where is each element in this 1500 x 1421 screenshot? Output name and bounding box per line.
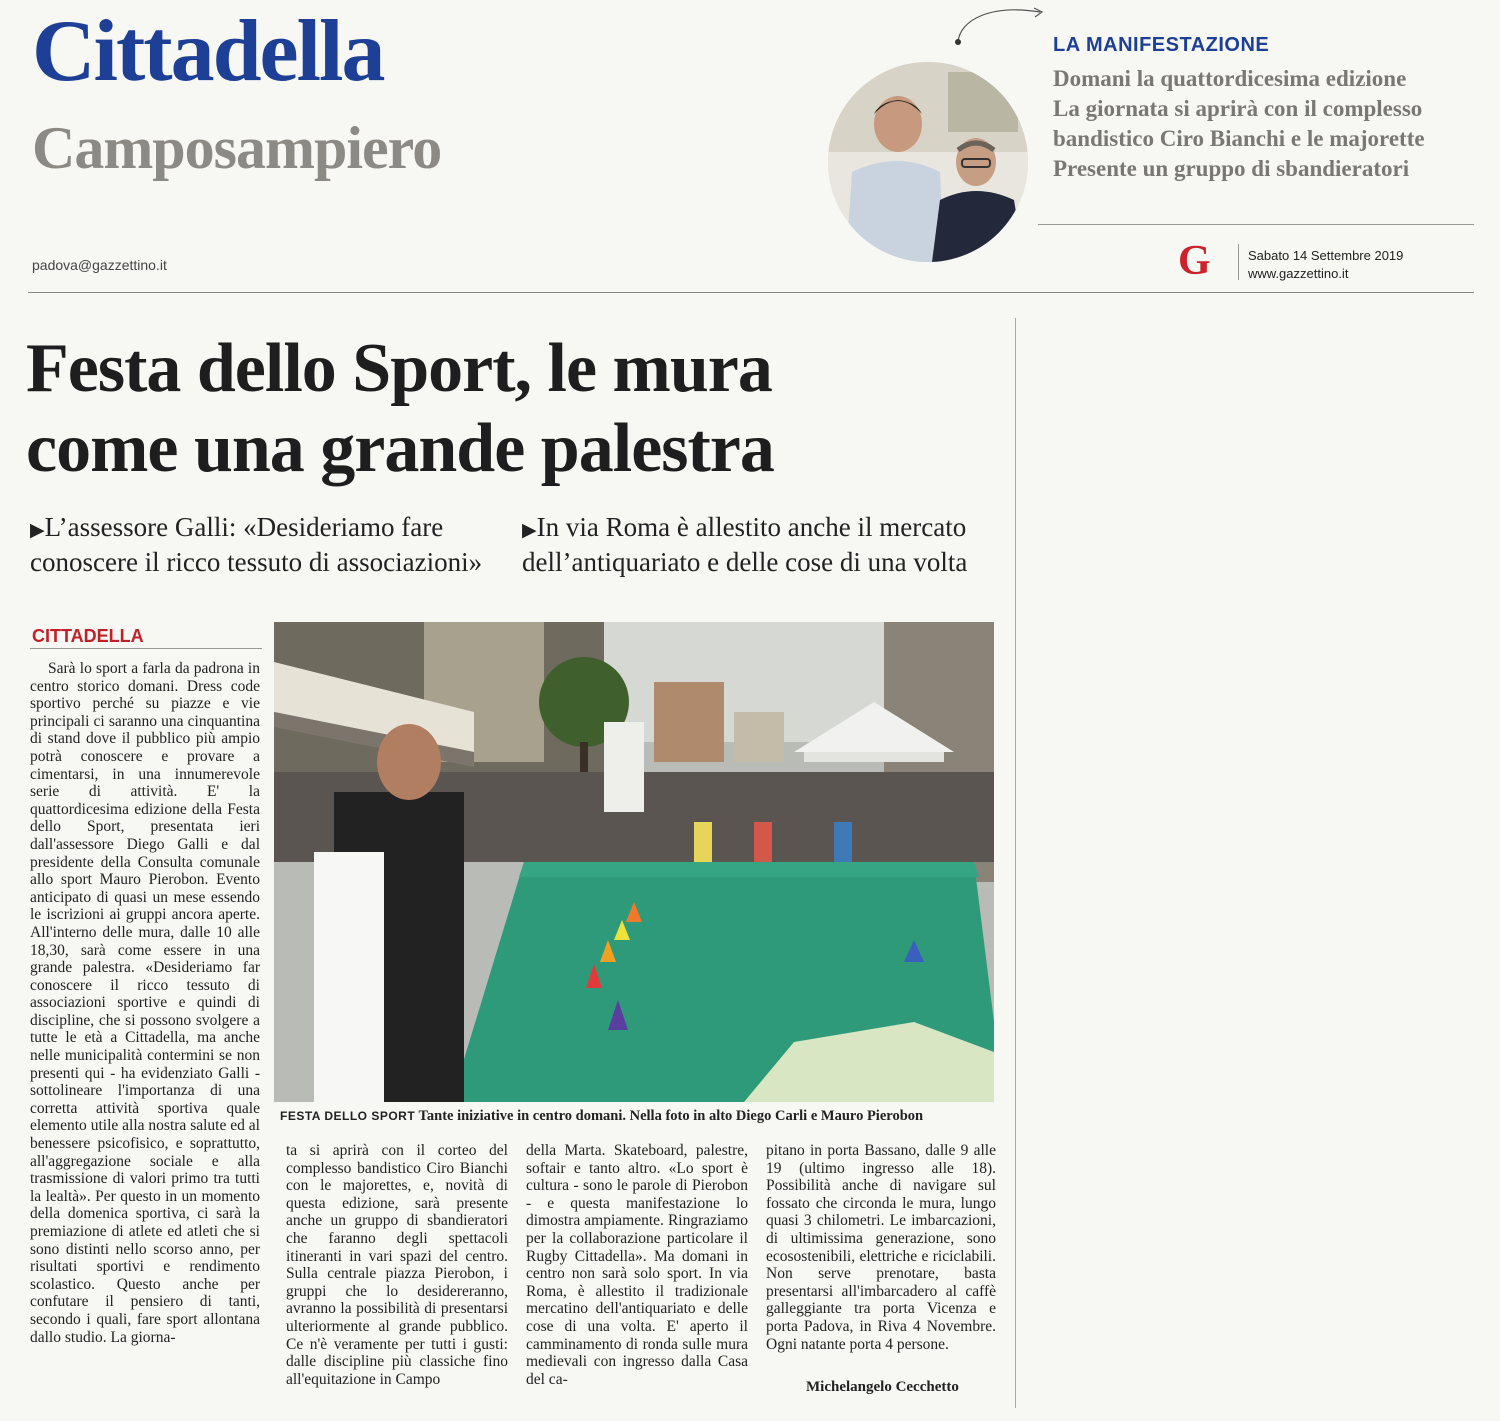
editorial-email[interactable]: padova@gazzettino.it xyxy=(32,257,167,273)
subhead-2-line-1: ▶In via Roma è allestito anche il mercato xyxy=(522,512,967,542)
section-subtitle: Camposampiero xyxy=(32,115,442,181)
subhead-1-line-2: conoscere il ricco tessuto di associazioni» xyxy=(30,547,483,577)
caption-text: Tante iniziative in centro domani. Nella foto in alto Diego Carli e Mauro Pierobon xyxy=(418,1108,924,1124)
subhead-2-line-2: dell’antiquariato e delle cose di una volta xyxy=(522,547,968,577)
section-title: Cittadella xyxy=(32,3,384,100)
main-photo xyxy=(274,622,994,1102)
subhead-1-line-1: ▶L’assessore Galli: «Desideriamo fare xyxy=(30,512,444,542)
body-column-4: pitano in porta Bassano, dalle 9 alle 19 (ultimo ingresso alle 18). Possibilità anche di navigare sul fossato che circonda le mura, lungo quasi 3 chilometri. Le imbarcazioni, di ultimissima generazione, sono ecosostenibili, elettriche e riciclabili. Non serve prenotare, basta presentarsi all'imbarcadero al caffè galleggiante tra porta Vicenza e porta Padova, in Riva 4 Novembre. Ogni natante porta 4 persone. xyxy=(766,1142,996,1353)
triangle-bullet-icon: ▶ xyxy=(522,520,537,541)
caption-tag: FESTA DELLO SPORT xyxy=(280,1109,416,1123)
teaser-line: bandistico Ciro Bianchi e le majorette xyxy=(1053,126,1425,151)
website-link[interactable]: www.gazzettino.it xyxy=(1248,266,1349,281)
body-column-3: della Marta. Skateboard, palestre, softair e tanto altro. «Lo sport è cultura - sono le parole di Pierobon - e questa manifestazione lo dimostra ampiamente. Ringraziamo per la collaborazione particolare il Rugby Cittadella». Ma domani in centro non sarà solo sport. In via Roma, è allestito il tradizionale mercatino dell'antiquariato e delle cose di una volta. E' aperto il camminamento di ronda sulle mura medievali con ingresso dalla Casa del ca- xyxy=(526,1142,748,1388)
masthead-divider xyxy=(28,292,1474,293)
issue-date: Sabato 14 Settembre 2019 xyxy=(1248,248,1404,263)
article-border xyxy=(1015,318,1016,1408)
teaser-line: Domani la quattordicesima edizione xyxy=(1053,66,1407,91)
photo-caption xyxy=(280,1108,923,1125)
teaser-line: La giornata si aprirà con il complesso xyxy=(1053,96,1423,121)
headline-line-2: come una grande palestra xyxy=(26,410,774,487)
body-column-1: Sarà lo sport a farla da padrona in centro storico domani. Dress code sportivo perché su piazze e vie principali ci saranno una cinquantina di stand dove il pubblico più ampio potrà conoscere e provare a cimentarsi, in una innumerevole serie di attività. E' la quattordicesima edizione della Festa dello Sport, presentata ieri dall'assessore Diego Galli e dal presidente della Consulta comunale allo sport Mauro Pierobon. Evento anticipato di quasi un mese essendo le iscrizioni ai gruppi ancora aperte. All'interno delle mura, dalle 10 alle 18,30, sarà come essere in una grande palestra. «Desideriamo far conoscere il ricco tessuto di associazioni sportive e quindi di discipline, che si possono svolgere a tutte le età a Cittadella, ma anche nelle municipalità contermini se non presenti qui - ha evidenziato Galli - sottolineare l'importanza di una corretta attività sportiva quale elemento utile alla nostra salute ed al benessere psicofisico, e soprattutto, all'aggregazione sociale e alla trasmissione di valori primo tra tutti la lealtà». Per questo in un momento della domenica sportiva, ci sarà la premiazione di atlete ed atleti che si sono distinti nello scorso anno, per risultati sportivi e rendimento scolastico. Questo anche per confutare il pensiero di tanti, secondo i quali, fare sport allontana dallo studio. La giorna- xyxy=(30,660,260,1346)
author-byline: Michelangelo Cecchetto xyxy=(806,1379,959,1395)
logo-divider xyxy=(1238,244,1239,280)
headline-line-1: Festa dello Sport, le mura xyxy=(26,330,772,407)
newspaper-logo: G xyxy=(1178,238,1211,284)
teaser-portrait-photo xyxy=(828,62,1028,262)
dateline-tag: CITTADELLA xyxy=(32,626,144,646)
triangle-bullet-icon: ▶ xyxy=(30,520,45,541)
dateline-rule xyxy=(30,648,262,649)
teaser-kicker: LA MANIFESTAZIONE xyxy=(1053,34,1270,56)
body-column-2: ta si aprirà con il corteo del complesso bandistico Ciro Bianchi con le majorettes, e, novità di questa edizione, sarà presente anche un gruppo di sbandieratori che faranno degli spettacoli itineranti in vari spazi del centro. Sulla centrale piazza Pierobon, i gruppi che lo desidereranno, avranno la possibilità di presentarsi ulteriormente al grande pubblico. Ce n'è veramente per tutti i gusti: dalle discipline più classiche fino all'equitazione in Campo xyxy=(286,1142,508,1388)
teaser-line: Presente un gruppo di sbandieratori xyxy=(1053,156,1410,181)
teaser-divider xyxy=(1038,224,1474,225)
teaser-arrow-icon xyxy=(950,0,1050,50)
